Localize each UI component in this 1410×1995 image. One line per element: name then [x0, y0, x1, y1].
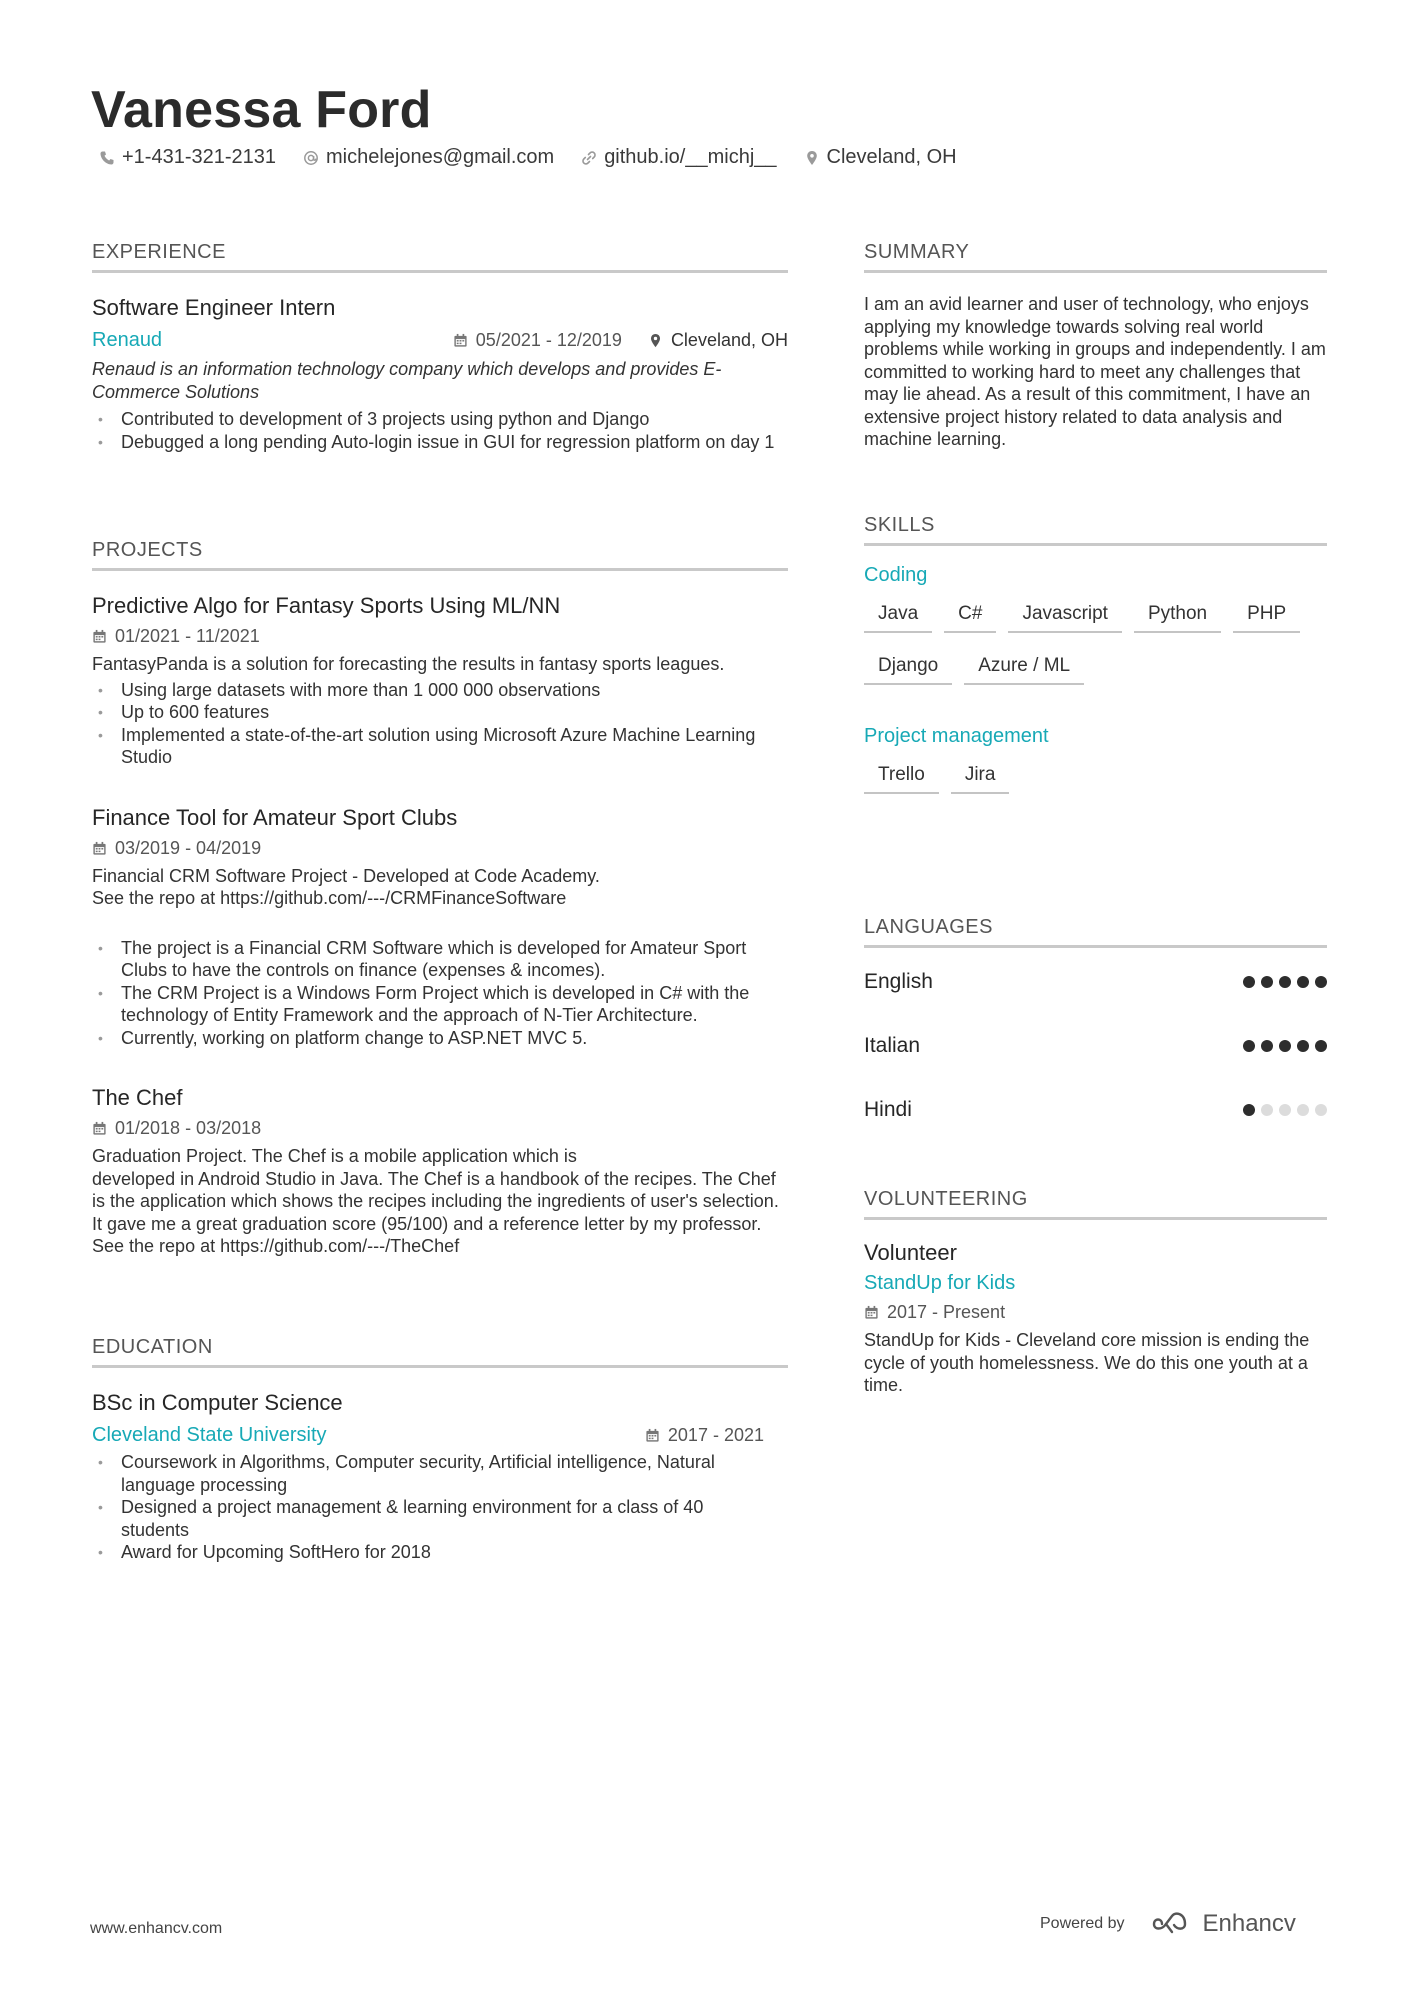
projects-heading: PROJECTS: [92, 539, 788, 571]
volunteer-entry: [864, 1240, 1327, 1397]
experience-entry: [92, 295, 788, 453]
job-dates: 05/2021 - 12/2019: [475, 330, 622, 350]
level-dot-empty: [1261, 1104, 1273, 1116]
contact-bar: [98, 146, 983, 169]
contact-email: [302, 146, 554, 169]
project-entry: [92, 593, 788, 769]
projects-section: [92, 539, 788, 1258]
experience-bullets: [92, 408, 788, 453]
location-text: Cleveland, OH: [826, 146, 957, 168]
calendar-icon: [453, 333, 468, 348]
languages-list: [864, 950, 1327, 1142]
project-repo-line: See the repo at https://github.com/---/CRMFinanceSoftware: [92, 888, 567, 908]
level-dot-filled: [1279, 1040, 1291, 1052]
project-entry: [92, 1085, 788, 1258]
experience-section: [92, 241, 788, 453]
location-pin-icon: [803, 149, 821, 167]
volunteering-heading: VOLUNTEERING: [864, 1188, 1327, 1220]
volunteer-dates: 2017 - Present: [887, 1302, 1006, 1322]
language-row: [864, 1078, 1327, 1142]
school-name[interactable]: Cleveland State University: [92, 1424, 327, 1446]
list-item: • Using large datasets with more than 1 000 000 observations: [92, 679, 788, 702]
skill-tag: Django: [864, 651, 952, 685]
degree-title: BSc in Computer Science: [92, 1390, 343, 1415]
language-name: Italian: [864, 1034, 921, 1057]
education-dates: 2017 - 2021: [667, 1425, 764, 1445]
project-dates: 03/2019 - 04/2019: [115, 837, 262, 858]
list-item: • Debugged a long pending Auto-login issue in GUI for regression platform on day 1: [92, 431, 788, 454]
education-bullets: [92, 1451, 772, 1564]
link-text[interactable]: github.io/__michj__: [604, 146, 777, 168]
pm-skill-tags: [864, 760, 1327, 812]
skill-category-coding: Coding: [864, 564, 928, 586]
language-level-dots: [1237, 976, 1327, 988]
list-item: • The CRM Project is a Windows Form Project which is developed in C# with the technology of Entity Framework and the approach of N-Tier Architecture.: [92, 982, 788, 1027]
education-section: [92, 1336, 788, 1564]
list-item: • Up to 600 features: [92, 701, 788, 724]
skill-tag: Jira: [951, 760, 1010, 794]
experience-heading: EXPERIENCE: [92, 241, 788, 273]
volunteering-section: [864, 1188, 1327, 1397]
skills-section: [864, 514, 1327, 812]
project-description: Financial CRM Software Project - Developed at Code Academy.: [92, 865, 600, 886]
brand-logo[interactable]: [1149, 1910, 1296, 1938]
level-dot-filled: [1279, 976, 1291, 988]
language-name: English: [864, 970, 933, 993]
project-dates: 01/2018 - 03/2018: [115, 1118, 262, 1138]
project-bullets: [92, 679, 788, 769]
project-description: FantasyPanda is a solution for forecasting the results in fantasy sports leagues.: [92, 654, 725, 674]
contact-phone: [98, 146, 276, 169]
calendar-icon: [92, 841, 107, 856]
skill-tag: Azure / ML: [964, 651, 1084, 685]
language-row: [864, 950, 1327, 1014]
summary-section: [864, 241, 1327, 451]
level-dot-filled: [1243, 976, 1255, 988]
level-dot-filled: [1315, 1040, 1327, 1052]
language-name: Hindi: [864, 1098, 912, 1121]
footer-website[interactable]: www.enhancv.com: [90, 1920, 223, 1937]
link-icon: [580, 149, 598, 167]
contact-link: [580, 146, 776, 169]
job-location: Cleveland, OH: [670, 330, 788, 350]
list-item: • Designed a project management & learning environment for a class of 40 students: [92, 1496, 772, 1541]
phone-text[interactable]: +1-431-321-2131: [122, 146, 277, 168]
project-dates: 01/2021 - 11/2021: [115, 626, 260, 646]
project-bullets: [92, 937, 788, 1050]
language-level-dots: [1237, 1104, 1327, 1116]
level-dot-filled: [1261, 1040, 1273, 1052]
list-item: • Implemented a state-of-the-art solution using Microsoft Azure Machine Learning Studio: [92, 724, 788, 769]
languages-heading: LANGUAGES: [864, 916, 1327, 948]
project-description: Graduation Project. The Chef is a mobile application which is: [92, 1146, 577, 1166]
project-description-cont: developed in Android Studio in Java. The Chef is a handbook of the recipes. The Chef is the application which shows the recipes including the ingredients of user's selection. It gave me a great graduation score (95/100) and a reference letter by my professor. See the repo at https://github.com/---/TheChef: [92, 1168, 779, 1256]
at-icon: [302, 149, 320, 167]
skill-tag: C#: [944, 599, 996, 633]
company-description: Renaud is an information technology company which develops and provides E-Commerce Solutions: [92, 359, 722, 402]
skill-tag: PHP: [1233, 599, 1300, 633]
calendar-icon: [645, 1428, 660, 1443]
list-item: • The project is a Financial CRM Software which is developed for Amateur Sport Clubs to have the controls on finance (expenses & incomes).: [92, 937, 788, 982]
calendar-icon: [92, 1121, 107, 1136]
level-dot-filled: [1243, 1104, 1255, 1116]
coding-skill-tags: [864, 599, 1327, 703]
education-entry: [92, 1390, 788, 1564]
languages-section: [864, 916, 1327, 1142]
volunteer-organization[interactable]: StandUp for Kids: [864, 1272, 1016, 1294]
summary-heading: SUMMARY: [864, 241, 1327, 273]
project-title: Predictive Algo for Fantasy Sports Using ML/NN: [92, 593, 561, 618]
level-dot-filled: [1297, 1040, 1309, 1052]
language-level-dots: [1237, 1040, 1327, 1052]
location-pin-icon: [648, 333, 663, 348]
level-dot-filled: [1261, 976, 1273, 988]
calendar-icon: [92, 629, 107, 644]
skill-tag: Java: [864, 599, 932, 633]
language-row: [864, 1014, 1327, 1078]
list-item: • Award for Upcoming SoftHero for 2018: [92, 1541, 772, 1564]
project-title: Finance Tool for Amateur Sport Clubs: [92, 804, 458, 830]
list-item: • Coursework in Algorithms, Computer security, Artificial intelligence, Natural language processing: [92, 1451, 772, 1496]
candidate-name: Vanessa Ford: [91, 81, 432, 139]
skill-category-project-management: Project management: [864, 725, 1049, 747]
contact-location: [803, 146, 957, 169]
project-entry: [92, 805, 788, 1050]
education-heading: EDUCATION: [92, 1336, 788, 1368]
summary-text: I am an avid learner and user of technology, who enjoys applying my knowledge towards solving real world problems while working in groups and independently. I am committed to working hard to meet any challenges that may lie ahead. As a result of this commitment, I have an extensive project history related to data analysis and machine learning.: [864, 294, 1326, 449]
job-title: Software Engineer Intern: [92, 295, 336, 320]
skills-heading: SKILLS: [864, 514, 1327, 546]
brand-name: Enhancv: [1202, 1910, 1296, 1937]
phone-icon: [98, 149, 116, 167]
volunteer-role: Volunteer: [864, 1240, 957, 1265]
skill-tag: Python: [1134, 599, 1221, 633]
footer-branding: [1040, 1910, 1296, 1938]
calendar-icon: [864, 1305, 879, 1320]
company-name[interactable]: Renaud: [92, 329, 163, 351]
list-item: • Currently, working on platform change to ASP.NET MVC 5.: [92, 1027, 788, 1050]
skill-tag: Javascript: [1008, 599, 1122, 633]
list-item: • Contributed to development of 3 projects using python and Django: [92, 408, 788, 431]
project-title: The Chef: [92, 1085, 183, 1110]
enhancv-logo-icon: [1149, 1912, 1195, 1936]
level-dot-empty: [1279, 1104, 1291, 1116]
skill-tag: Trello: [864, 760, 939, 794]
level-dot-filled: [1315, 976, 1327, 988]
level-dot-empty: [1315, 1104, 1327, 1116]
level-dot-filled: [1243, 1040, 1255, 1052]
volunteer-description: StandUp for Kids - Cleveland core mission is ending the cycle of youth homelessness. We do this one youth at a time.: [864, 1330, 1310, 1395]
level-dot-filled: [1297, 976, 1309, 988]
level-dot-empty: [1297, 1104, 1309, 1116]
email-text[interactable]: michelejones@gmail.com: [326, 146, 555, 168]
powered-by-label: Powered by: [1040, 1915, 1125, 1932]
